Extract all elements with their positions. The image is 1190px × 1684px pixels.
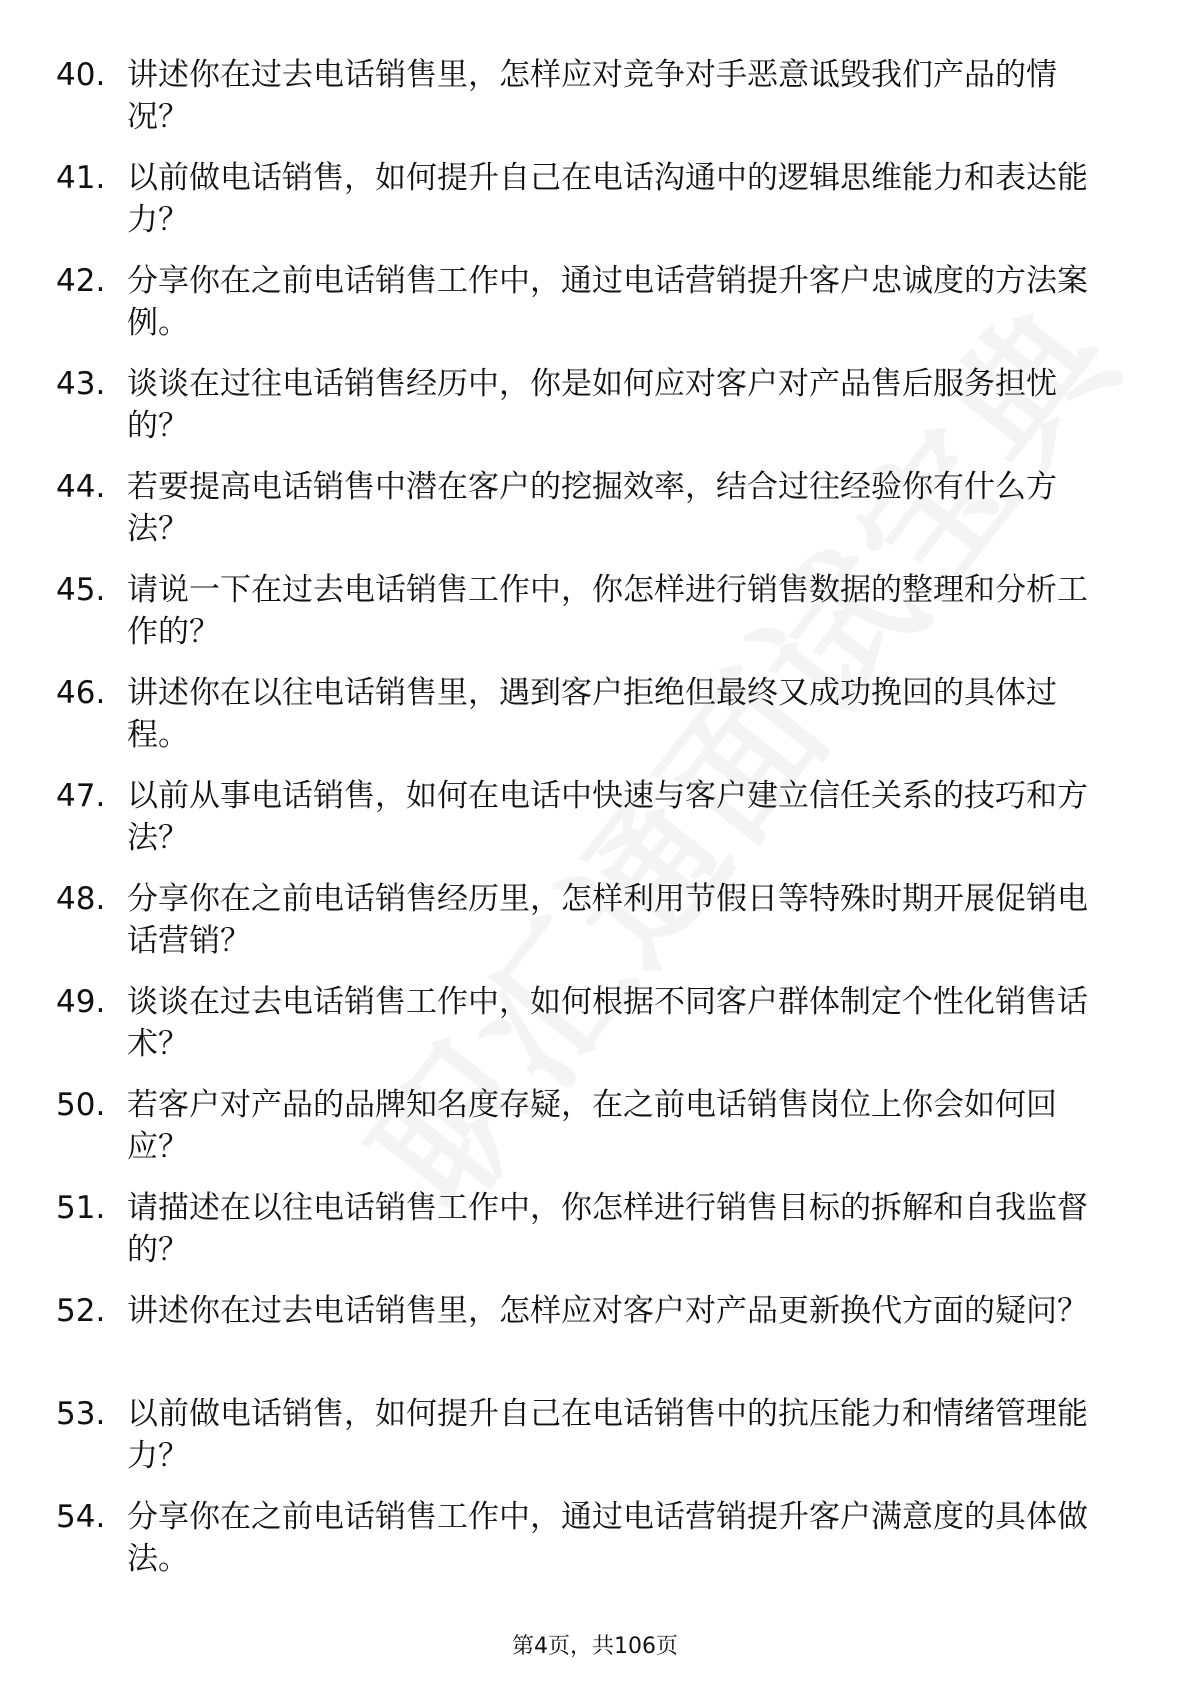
question-text: 谈谈在过往电话销售经历中，你是如何应对客户对产品售后服务担忧的？ [127, 366, 1057, 444]
question-text: 谈谈在过去电话销售工作中，如何根据不同客户群体制定个性化销售话术？ [127, 984, 1088, 1062]
question-text: 讲述你在过去电话销售里，怎样应对客户对产品更新换代方面的疑问？ [127, 1293, 1088, 1329]
page-number-footer: 第4页，共106页 [512, 1634, 678, 1659]
question-item-43 [0, 355, 1190, 458]
question-text: 以前做电话销售，如何提升自己在电话沟通中的逻辑思维能力和表达能力？ [127, 160, 1088, 238]
question-text: 以前从事电话销售，如何在电话中快速与客户建立信任关系的技巧和方法？ [127, 778, 1088, 856]
question-number: 44. [56, 469, 106, 505]
question-item-42 [0, 252, 1190, 355]
question-item-50 [0, 1076, 1190, 1179]
question-number: 41. [56, 160, 106, 196]
question-text: 若客户对产品的品牌知名度存疑，在之前电话销售岗位上你会如何回应？ [127, 1087, 1057, 1165]
question-number: 42. [56, 263, 106, 299]
question-number: 48. [56, 881, 106, 917]
question-item-52 [0, 1282, 1190, 1385]
question-number: 51. [56, 1190, 106, 1226]
question-text: 以前做电话销售，如何提升自己在电话销售中的抗压能力和情绪管理能力？ [127, 1396, 1088, 1474]
question-item-54 [0, 1488, 1190, 1591]
question-text: 分享你在之前电话销售工作中，通过电话营销提升客户忠诚度的方法案例。 [127, 263, 1088, 341]
question-number: 40. [56, 57, 106, 93]
question-text: 分享你在之前电话销售经历里，怎样利用节假日等特殊时期开展促销电话营销？ [127, 881, 1088, 959]
question-number: 53. [56, 1396, 106, 1432]
question-item-41 [0, 149, 1190, 252]
question-number: 50. [56, 1087, 106, 1123]
question-text: 请描述在以往电话销售工作中，你怎样进行销售目标的拆解和自我监督的？ [127, 1190, 1088, 1268]
question-number: 47. [56, 778, 106, 814]
question-item-48 [0, 870, 1190, 973]
question-text: 讲述你在过去电话销售里，怎样应对竞争对手恶意诋毁我们产品的情况？ [127, 57, 1057, 135]
question-number: 46. [56, 675, 106, 711]
question-text: 若要提高电话销售中潜在客户的挖掘效率，结合过往经验你有什么方法？ [127, 469, 1057, 547]
question-list [0, 46, 1190, 1591]
question-item-53 [0, 1385, 1190, 1488]
question-number: 43. [56, 366, 106, 402]
question-text: 讲述你在以往电话销售里，遇到客户拒绝但最终又成功挽回的具体过程。 [127, 675, 1057, 753]
question-item-49 [0, 973, 1190, 1076]
question-item-45 [0, 561, 1190, 664]
question-number: 52. [56, 1293, 106, 1329]
question-number: 45. [56, 572, 106, 608]
question-number: 54. [56, 1499, 106, 1535]
question-text: 分享你在之前电话销售工作中，通过电话营销提升客户满意度的具体做法。 [127, 1499, 1088, 1577]
question-item-46 [0, 664, 1190, 767]
question-number: 49. [56, 984, 106, 1020]
question-item-40 [0, 46, 1190, 149]
question-item-51 [0, 1179, 1190, 1282]
question-item-44 [0, 458, 1190, 561]
question-text: 请说一下在过去电话销售工作中，你怎样进行销售数据的整理和分析工作的？ [127, 572, 1088, 650]
question-item-47 [0, 767, 1190, 870]
